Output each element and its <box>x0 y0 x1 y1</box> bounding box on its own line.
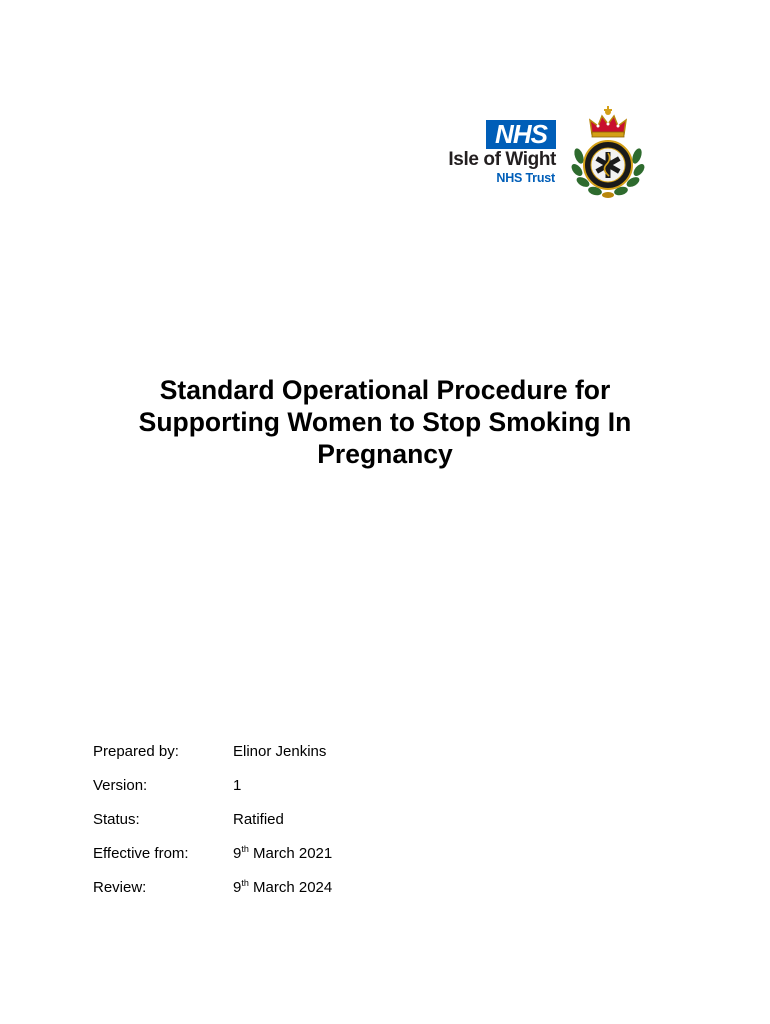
meta-value: Elinor Jenkins <box>233 743 327 760</box>
date-day: 9 <box>233 845 242 862</box>
meta-label: Prepared by: <box>93 743 179 760</box>
nhs-trust-logo <box>432 118 556 188</box>
meta-value: 1 <box>233 777 242 794</box>
org-subtitle: NHS Trust <box>496 171 555 185</box>
meta-label: Status: <box>93 811 140 828</box>
title-line: Supporting Women to Stop Smoking In <box>138 407 632 437</box>
meta-label: Version: <box>93 777 148 794</box>
meta-value: Ratified <box>233 811 284 828</box>
ambulance-service-crest-icon <box>568 104 648 200</box>
title-line: Pregnancy <box>317 439 453 469</box>
crown-icon <box>590 106 626 137</box>
date-suffix: th <box>241 878 249 888</box>
date-rest: March 2021 <box>248 845 333 862</box>
title-line: Standard Operational Procedure for <box>159 375 611 405</box>
org-name: Isle of Wight <box>448 149 556 170</box>
date-rest: March 2024 <box>248 879 333 896</box>
document-title <box>60 374 710 470</box>
meta-value <box>233 879 332 896</box>
meta-label: Review: <box>93 879 147 896</box>
date-day: 9 <box>233 879 242 896</box>
meta-value <box>233 845 332 862</box>
meta-label: Effective from: <box>93 845 189 862</box>
date-suffix: th <box>241 844 249 854</box>
nhs-logo-box: NHS <box>486 120 556 149</box>
